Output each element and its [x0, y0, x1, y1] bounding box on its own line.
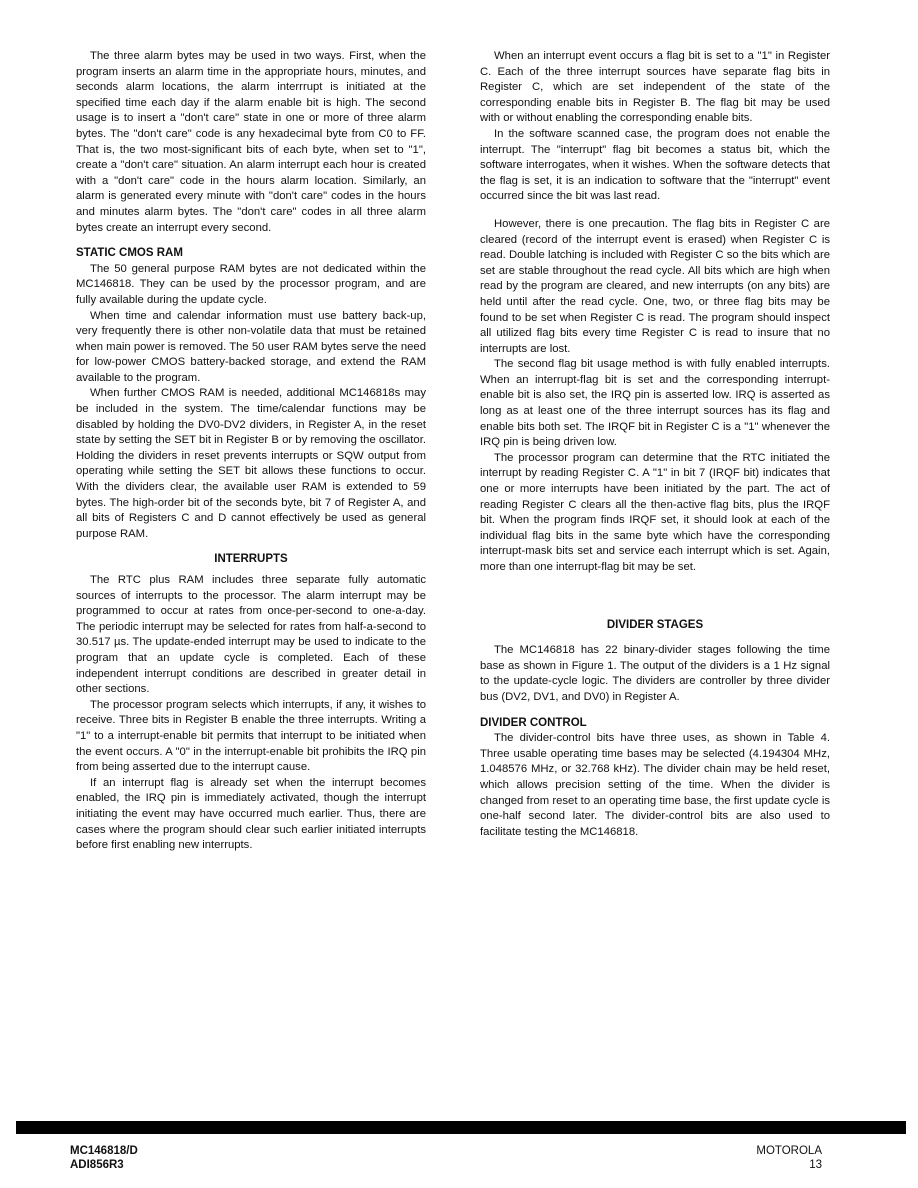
divider-stages-paragraph: The MC146818 has 22 binary-divider stages following the time base as shown in Figure 1. The output of the dividers is a 1 Hz signal to the update-cycle logic. The dividers are controller by three divider bus (DV2, DV1, and DV0) in Register A. [480, 644, 830, 703]
flag-paragraph-3: However, there is one precaution. The flag bits in Register C are cleared (record of the interrupt event is erased) when Register C is read. Double latching is included with Register C so the bits which are set are stable throughout the read cycle. All bits which are high when read by the program are cleared, and new interrupts (on any bits) are held until after the read cycle. One, two, or three flag bits may be found to be set when Register C is read. The program should inspect all utilized flag bits every time Register C is read to insure that no interrupts are lost. [480, 217, 830, 355]
static-ram-paragraph-1: The 50 general purpose RAM bytes are not dedicated within the MC146818. They can be used by the processor program, and are fully available during the update cycle. [76, 262, 426, 306]
alarm-paragraph: The three alarm bytes may be used in two ways. First, when the program inserts an alarm time in the appropriate hours, minutes, and seconds alarm locations, the alarm interrrupt is initiated at the specified time each day if the alarm enable bit is high. The second usage is to insert a "don't care" state in one or more of three alarm bytes. The "don't care" code is any hexadecimal byte from C0 to FF. That is, the two most-significant bits of each byte, when set to "1", create a "don't care" situation. An alarm interrupt each hour is created with a "don't care" code in the hours alarm location. Similarly, an alarm is generated every minute with "don't care" codes in the hours and minutes alarm bytes. The "don't care" codes in all three alarm bytes create an interrupt every second. [76, 50, 426, 234]
flag-paragraph-1: When an interrupt event occurs a flag bit is set to a "1" in Register C. Each of the three interrupt sources have separate flag bits in Register C, which are set independent of the state of the corresponding enable bits in Register B. The flag bit may be used with or without enabling the corresponding enable bits. [480, 50, 830, 125]
static-ram-heading: STATIC CMOS RAM [76, 247, 183, 260]
page-number: 13 [809, 1159, 822, 1171]
document-number: MC146818/D [70, 1145, 138, 1157]
interrupts-paragraph-3: If an interrupt flag is already set when the interrupt becomes enabled, the IRQ pin is immediately activated, though the interrupt initiating the event may have occurred much earlier. Thus, there are cases where the program should clear such earlier initiated interrupts before first enabling new interrupts. [76, 776, 426, 852]
footer-right [740, 1144, 822, 1172]
interrupts-paragraph-2: The processor program selects which interrupts, if any, it wishes to receive. Three bits in Register B enable the three interrupts. Writing a "1" to a interrupt-enable bit permits that interrupt to be initiated when the event occurs. A "0" in the interrupt-enable bit prohibits the IRQ pin from being asserted due to the interrupt cause. [76, 698, 426, 774]
company-name: MOTOROLA [756, 1145, 822, 1157]
divider-control-heading: DIVIDER CONTROL [480, 716, 587, 729]
flag-paragraph-5: The processor program can determine that the RTC initiated the interrupt by reading Register C. A "1" in bit 7 (IRQF bit) indicates that one or more interrupts have been initiated by the part. The act of reading Register C clears all the then-active flag bits, plus the IRQF bit. When the program finds IRQF set, it should look at each of the individual flag bits in the same byte which have the corresponding interrupt-mask bits set and service each interrupt which is set. Again, more than one interrupt-flag bit may be set. [480, 451, 830, 573]
footer-left [70, 1144, 138, 1172]
divider-control-paragraph: The divider-control bits have three uses, as shown in Table 4. Three usable operating time bases may be selected (4.194304 MHz, 1.048576 MHz, or 32.768 kHz). The divider chain may be held reset, which allows precision setting of the time. When the divider is changed from reset to an operating time base, the first update cycle is one-half second later. The divider-control bits are also used to facilitate testing the MC146818. [480, 732, 830, 838]
flag-paragraph-2: In the software scanned case, the program does not enable the interrupt. The "interrupt" flag bit becomes a status bit, which the software interrogates, when it wishes. When the software detects that the flag is set, it is an indication to software that the "interrupt" event occurred since the bit was last read. [480, 127, 830, 203]
left-column [76, 49, 426, 854]
static-ram-paragraph-3: When further CMOS RAM is needed, additional MC146818s may be included in the system. The time/calendar functions may be disabled by holding the DV0-DV2 dividers, in Register A, in the reset state by setting the SET bit in Register B or by removing the oscillator. Holding the dividers in reset prevents interrupts or SQW output from operating while setting the SET bit allows these functions to occur. With the dividers clear, the available user RAM is extended to 59 bytes. The high-order bit of the seconds byte, bit 7 of Register A, and all bits of Registers C and D cannot effectively be used as general purpose RAM. [76, 387, 426, 540]
divider-stages-heading: DIVIDER STAGES [606, 618, 704, 631]
document-reference: ADI856R3 [70, 1159, 124, 1171]
footer-rule [16, 1121, 906, 1134]
right-column [480, 49, 830, 840]
interrupts-heading: INTERRUPTS [214, 553, 288, 566]
static-ram-paragraph-2: When time and calendar information must use battery back-up, very frequently there is other non-volatile data that must be retained when main power is removed. The 50 user RAM bytes serve the need for low-power CMOS battery-backed storage, and extend the RAM available to the program. [76, 309, 426, 384]
interrupts-paragraph-1: The RTC plus RAM includes three separate fully automatic sources of interrupts to the processor. The alarm interrupt may be programmed to occur at rates from once-per-second to one-a-day. The periodic interrupt may be selected for rates from half-a-second to 30.517 µs. The update-ended interrupt may be used to indicate to the program that an update cycle is completed. Each of these independent interrupt conditions are described in greater detail in other sections. [76, 574, 426, 696]
flag-paragraph-4: The second flag bit usage method is with fully enabled interrupts. When an interrupt-flag bit is set and the corresponding interrupt-enable bit is also set, the IRQ pin is asserted low. IRQ is asserted as long as at least one of the three interrupt sources has its flag and enable bits both set. The IRQF bit in Register C is a "1" whenever the IRQ pin is being driven low. [480, 358, 830, 449]
